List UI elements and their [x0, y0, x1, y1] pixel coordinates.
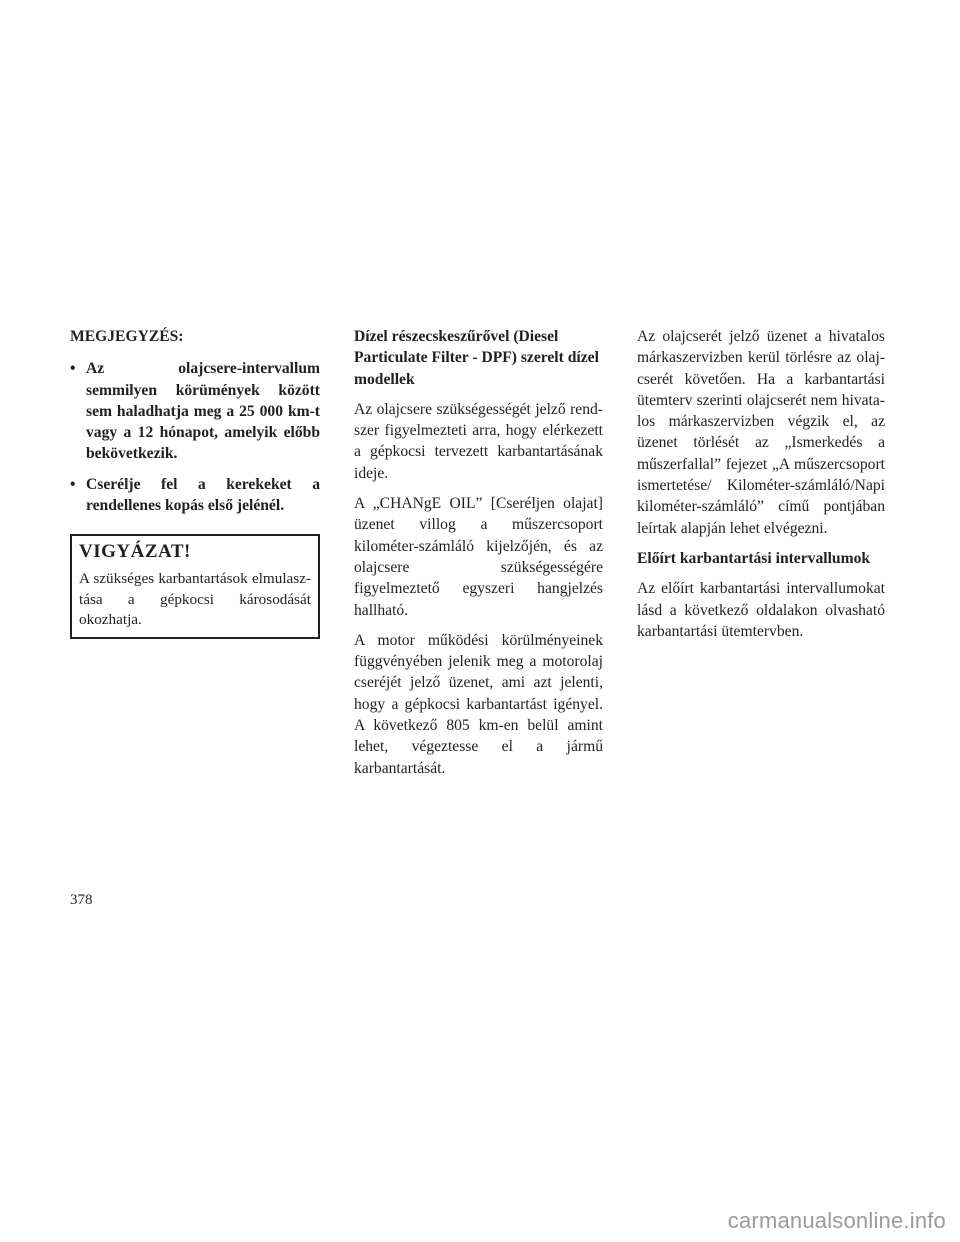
note-text: Cserélje fel a kerekeket a rendellenes kopás első jelénél. — [86, 475, 320, 515]
left-column — [70, 326, 320, 639]
warning-box — [70, 534, 320, 639]
paragraph: A motor működési körülményeinek függvényében jelenik meg a motorolaj cseréjét jelző üzenet, ami azt jelenti, hogy a gépkocsi karbantartást igényel. A következő 805 km-en belül amint lehet, végeztesse el a jármű karbantartását. — [354, 631, 603, 777]
bullet-icon: • — [70, 475, 76, 493]
paragraph: A „CHANgE OIL” [Cseréljen olajat] üzenet villog a műszercsoport kilométer-számláló kijelzőjén, és az olajcsere szükségességére figyelmeztető egyszeri hangjelzés hallható. — [354, 495, 603, 619]
warning-text: A szükséges karbantartások elmulasz-tása a gépkocsi károsodását okozhatja. — [79, 570, 311, 629]
section-heading: Előírt karbantartási intervallumok — [637, 549, 871, 567]
warning-title: VIGYÁZAT! — [79, 541, 191, 563]
right-column — [637, 326, 885, 651]
middle-column — [354, 326, 603, 788]
note-item — [70, 474, 320, 517]
note-heading: MEGJEGYZÉS: — [70, 328, 184, 345]
page-number: 378 — [70, 892, 93, 908]
section-heading: Dízel részecskeszűrővel (Diesel Particulate Filter - DPF) szerelt dízel modellek — [354, 328, 599, 388]
paragraph: Az olajcserét jelző üzenet a hivatalos márkaszervizben kerül törlésre az olaj-cserét követően. Ha a karbantartási ütemterv szerinti olajcserét nem hivata-los márkaszervizben végzik el, az üzenet törlését az „Ismerkedés a műszerfallal” fejezet „A műszercsoport ismertetése/ Kilométer-számláló/Napi kilométer-számláló” című pontjában leírtak alapján lehet elvégezni. — [637, 328, 885, 537]
watermark: carmanualsonline.info — [727, 1208, 946, 1233]
paragraph: Az előírt karbantartási intervallumokat lásd a következő oldalakon olvasható karbantartási ütemtervben. — [637, 580, 885, 640]
paragraph: Az olajcsere szükségességét jelző rend-szer figyelmezteti arra, hogy elérkezett a gépkocsi tervezett karbantartásának ideje. — [354, 400, 603, 482]
note-list — [70, 358, 320, 516]
note-item — [70, 358, 320, 464]
bullet-icon: • — [70, 360, 76, 378]
note-text: Az olajcsere-intervallum semmilyen körümények között sem haladhatja meg a 25 000 km-t vagy a 12 hónapot, amelyik előbb bekövetkezik. — [86, 360, 320, 463]
